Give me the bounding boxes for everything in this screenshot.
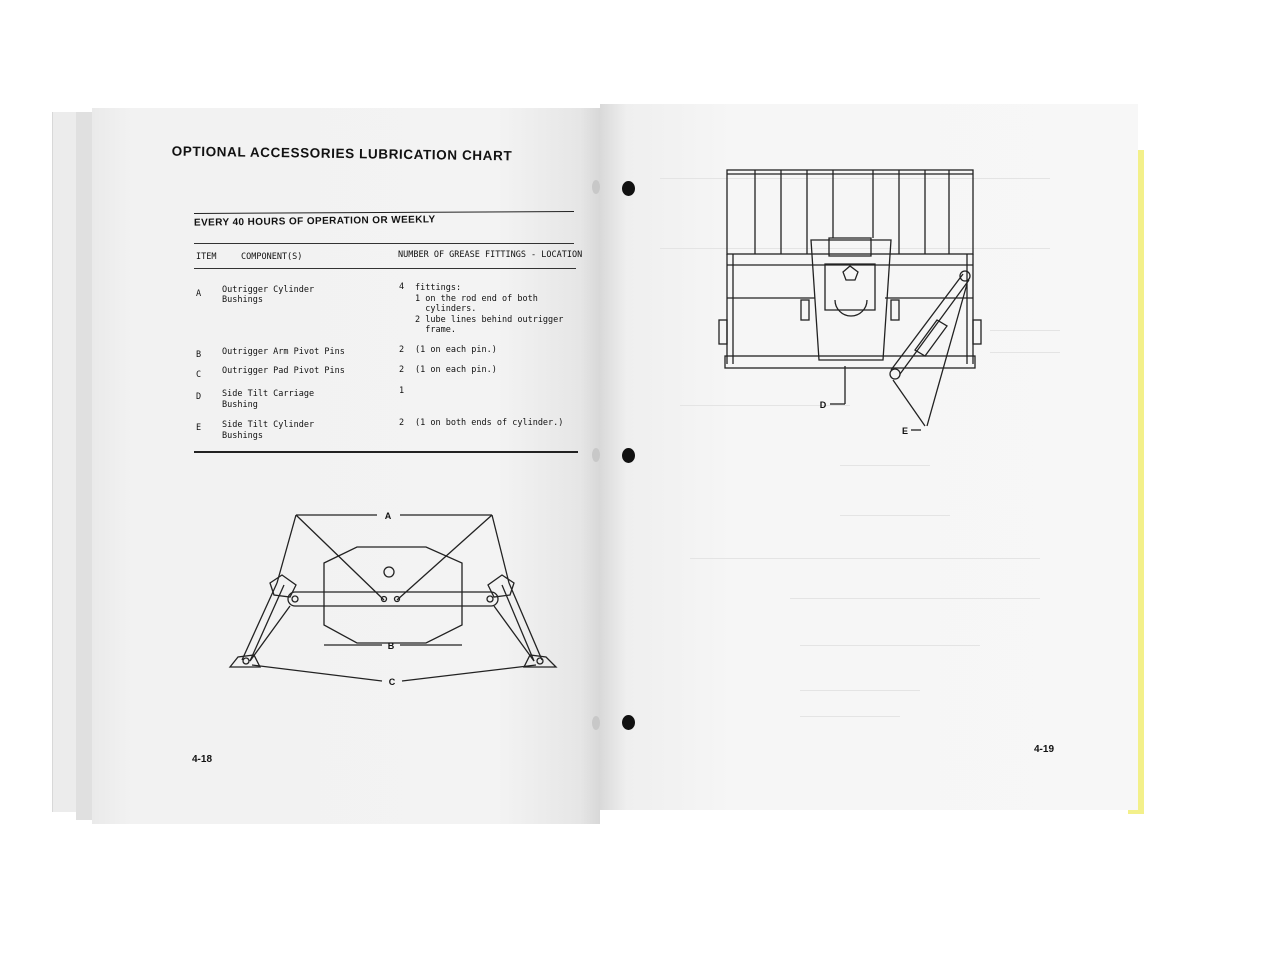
row-location-line2: 1 on the rod end of both: [415, 294, 538, 304]
binder-hole: [622, 715, 635, 730]
row-item: D: [196, 392, 202, 402]
interval-heading: EVERY 40 HOURS OF OPERATION OR WEEKLY: [193, 214, 436, 229]
row-item: C: [196, 370, 202, 380]
binder-hole: [622, 448, 635, 463]
row-item: B: [196, 350, 202, 360]
row-component: Outrigger Cylinder: [222, 285, 315, 295]
row-component: Side Tilt Carriage: [222, 389, 315, 399]
binder-hole: [622, 181, 635, 196]
row-location: (1 on both ends of cylinder.): [415, 418, 564, 428]
show-through: [800, 645, 980, 646]
show-through: [990, 330, 1060, 331]
row-location: (1 on each pin.): [415, 365, 497, 375]
diagram-label-a: A: [384, 511, 392, 521]
subhead-rule: [194, 243, 574, 244]
col-header-rule: [194, 268, 576, 269]
col-header-component: COMPONENT(S): [241, 252, 303, 262]
row-component-line2: Bushings: [222, 295, 263, 305]
show-through: [790, 598, 1040, 599]
col-header-item: ITEM: [196, 252, 217, 262]
row-count: 1: [399, 386, 405, 396]
row-count: 4: [399, 282, 405, 292]
binder-hole: [592, 448, 600, 462]
row-count: 2: [399, 365, 405, 375]
row-location-line5: frame.: [415, 325, 456, 335]
row-count: 2: [399, 418, 405, 428]
binder-hole: [592, 716, 600, 730]
show-through: [990, 352, 1060, 353]
diagram-label-d: D: [819, 400, 827, 410]
binder-hole: [592, 180, 600, 194]
row-location: (1 on each pin.): [415, 345, 497, 355]
row-component-line2: Bushings: [222, 431, 263, 441]
row-item: A: [196, 289, 202, 299]
row-item: E: [196, 423, 202, 433]
row-location: fittings:: [415, 283, 462, 293]
row-component-line2: Bushing: [222, 400, 258, 410]
page-number-left: 4-18: [192, 754, 213, 765]
show-through: [840, 515, 950, 516]
diagram-label-b: B: [387, 641, 395, 651]
show-through: [690, 558, 1040, 559]
diagram-label-e: E: [901, 426, 909, 436]
row-component: Outrigger Arm Pivot Pins: [222, 347, 345, 357]
row-component: Side Tilt Cylinder: [222, 420, 315, 430]
show-through: [800, 716, 900, 717]
table-bottom-rule: [194, 451, 578, 453]
outrigger-diagram: [222, 505, 567, 695]
show-through: [800, 690, 920, 691]
diagram-label-c: C: [388, 677, 396, 687]
row-location-line4: 2 lube lines behind outrigger: [415, 315, 564, 325]
page-number-right: 4-19: [1034, 744, 1055, 755]
page-title: OPTIONAL ACCESSORIES LUBRICATION CHART: [171, 143, 513, 164]
row-count: 2: [399, 345, 405, 355]
row-component: Outrigger Pad Pivot Pins: [222, 366, 345, 376]
col-header-fittings: NUMBER OF GREASE FITTINGS - LOCATION: [398, 250, 583, 260]
side-tilt-diagram: [715, 160, 1000, 440]
show-through: [840, 465, 930, 466]
row-location-line3: cylinders.: [415, 304, 477, 314]
